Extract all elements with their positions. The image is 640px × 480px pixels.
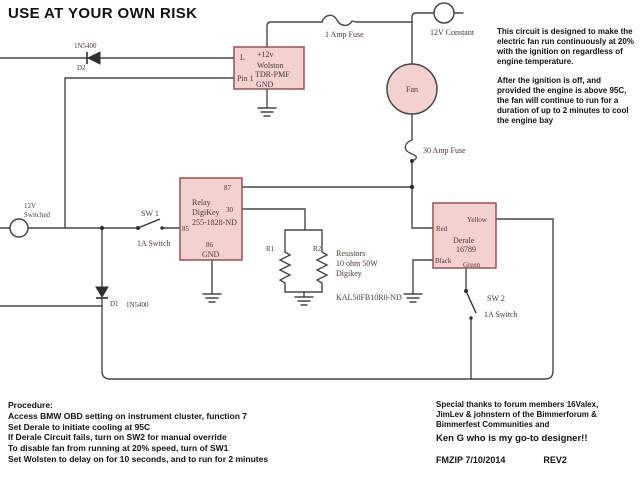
diode-d1 (96, 287, 108, 298)
footer-revision: REV2 (543, 455, 567, 465)
relay-pin85-label: 85 (182, 225, 189, 233)
procedure-heading: Procedure: (8, 400, 53, 410)
procedure-step: If Derale Circuit fails, turn on SW2 for manual override (8, 432, 227, 443)
source-12v-switched (10, 219, 28, 237)
procedure-step: To disable fan from running at 20% speed, turn of SW1 (8, 443, 229, 454)
wolston-12v-label: +12v (257, 50, 274, 59)
r2-label: R2 (313, 245, 322, 253)
junction-d1 (100, 226, 104, 230)
description-notes (497, 27, 635, 135)
relay-name-label: Relay (192, 198, 211, 207)
note-paragraph-2: After the ignition is off, and provided the engine is above 95C, the fan will continue to run for a duration of up to 2 minutes to cool the engine bay (497, 76, 629, 125)
relay-pin30-label: 30 (226, 206, 233, 214)
derale-green-label: Green (463, 261, 481, 269)
footer-block (436, 455, 567, 465)
footer-code: FMZIP 7/10/2014 (436, 455, 506, 465)
d1-part-label: 1N5400 (126, 301, 149, 309)
wolston-model-label: TDR-PMF (255, 70, 290, 79)
d1-label: D1 (110, 300, 119, 308)
wire-to-constant (412, 13, 434, 22)
d2-part-label: 1N5400 (74, 42, 97, 50)
resistors-line1: Resistors (336, 249, 366, 258)
procedure-step: Set Wolsten to delay on for 10 seconds, and to run for 2 minutes (8, 453, 269, 464)
junction-87 (410, 185, 414, 189)
sw1-terminal-right (160, 226, 163, 229)
relay-vendor-label: DigiKey (192, 208, 220, 217)
credits-block (436, 400, 626, 444)
sw2-terminal-bottom (469, 316, 472, 319)
r1-label: R1 (266, 245, 275, 253)
derale-black-label: Black (435, 257, 452, 265)
procedure-step: Access BMW OBD setting on instrument cluster, function 7 (8, 410, 247, 421)
ground-derale-black (404, 294, 422, 302)
sw2-label: SW 2 (487, 294, 505, 303)
junction-fuse30 (410, 159, 414, 163)
sw2-blade (466, 291, 476, 313)
relay-pin87-label: 87 (224, 184, 231, 192)
diode-d1-triangle (96, 287, 108, 297)
source-12v-constant (434, 3, 454, 23)
ground-resistors (295, 297, 313, 305)
diode-d2 (87, 52, 100, 64)
wire-derale-black-gnd (413, 260, 433, 294)
fuse-1amp-label: 1 Amp Fuse (325, 30, 364, 39)
ground-wolston (258, 108, 276, 116)
switch-sw1 (136, 219, 164, 230)
relay-pin86-label: 86 (206, 241, 213, 249)
v-switched-label-1: 12V (24, 202, 37, 210)
wire-relay30-to-resistors (242, 209, 305, 230)
wolston-pin1-label: Pin 1 (237, 74, 254, 83)
fan-label: Fan (406, 85, 418, 94)
fuse-30amp-symbol (405, 140, 416, 161)
derale-yellow-label: Yellow (467, 216, 487, 224)
sw2-type-label: 1A Switch (484, 310, 518, 319)
wolston-name-label: Wolston (257, 61, 284, 70)
wolston-pin-l-label: L (240, 53, 245, 62)
resistors-line2: 10 ohm 50W (336, 259, 378, 268)
resistors-part-label: KAL50FB10R0-ND (336, 293, 402, 302)
relay-part-label: 255-1828-ND (192, 218, 237, 227)
v-switched-label-2: Switched (24, 211, 51, 219)
resistor-r2-symbol (317, 252, 327, 288)
page-title: USE AT YOUR OWN RISK (8, 5, 198, 22)
resistor-r1-symbol (280, 252, 290, 288)
v-constant-label: 12V Constant (430, 28, 475, 37)
note-paragraph-1: This circuit is designed to make the electric fan run continuously at 20% with the ignition on regardless of engine temperature. (497, 27, 634, 66)
wolston-gnd-label: GND (256, 80, 274, 89)
resistors-line3: Digikey (336, 269, 362, 278)
sw1-blade (138, 219, 160, 228)
credits-highlight: Ken G who is my go-to designer!! (436, 433, 588, 444)
fuse-1amp-symbol (322, 15, 356, 25)
derale-name-label: Derale (453, 236, 475, 245)
sw1-type-label: 1A Switch (137, 239, 171, 248)
credits-text: Special thanks to forum members 16Valex, JimLev & johnstern of the Bimmerforum & Bimmerfest Communities and (436, 400, 599, 429)
derale-red-label: Red (436, 225, 448, 233)
procedure-step: Set Derale to initiate cooling at 95C (8, 421, 151, 432)
derale-part-label: 16789 (456, 245, 476, 254)
relay-gnd-label: GND (202, 250, 220, 259)
switch-sw2 (464, 289, 476, 320)
ground-relay86 (203, 294, 221, 302)
procedure-block (8, 400, 268, 465)
wire-wolston-12v-bus (267, 22, 322, 47)
sw1-label: SW 1 (141, 209, 159, 218)
fuse-30amp-label: 30 Amp Fuse (423, 146, 466, 155)
diode-d2-triangle (88, 52, 100, 64)
d2-label: D2 (77, 64, 86, 72)
